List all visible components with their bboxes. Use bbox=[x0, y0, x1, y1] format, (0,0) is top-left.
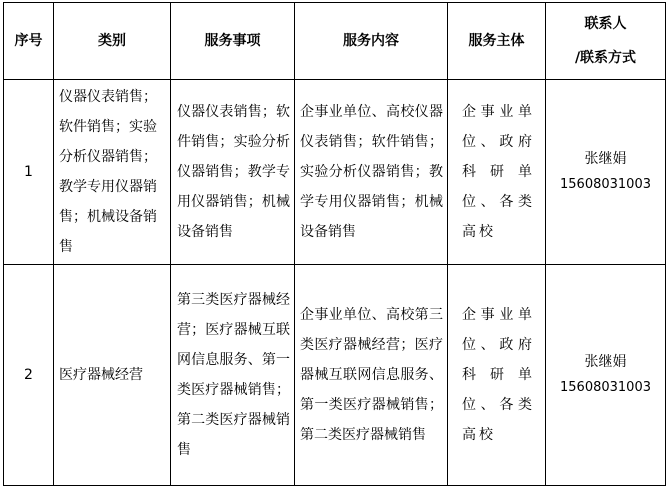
items-text: 第三类医疗器械经营；医疗器械互联网信息服务、第一类医疗器械销售；第二类医疗器械销售 bbox=[177, 292, 290, 458]
category-text: 医疗器械经营 bbox=[59, 367, 143, 383]
cell-content bbox=[295, 265, 448, 486]
header-row bbox=[4, 3, 666, 80]
cell-content bbox=[295, 80, 448, 265]
contact-phone: 15608031003 bbox=[560, 380, 651, 395]
contact-phone: 15608031003 bbox=[560, 177, 651, 192]
header-contact-line2: /联系方式 bbox=[574, 50, 637, 66]
content-text: 企事业单位、高校仪器仪表销售；软件销售；实验分析仪器销售；教学专用仪器销售；机械设备销售 bbox=[300, 104, 443, 240]
table-row bbox=[4, 80, 666, 265]
category-text: 仪器仪表销售；软件销售；实验分析仪器销售；教学专用仪器销售；机械设备销售 bbox=[59, 89, 157, 255]
service-table bbox=[3, 2, 666, 486]
cell-subject bbox=[448, 265, 546, 486]
items-text: 仪器仪表销售；软件销售；实验分析仪器销售；教学专用仪器销售；机械设备销售 bbox=[177, 104, 290, 240]
subject-text: 企事业单位、政府科研单位、各类高校 bbox=[462, 307, 535, 443]
contact-name: 张继娟 bbox=[584, 151, 627, 167]
content-text: 企事业单位、高校第三类医疗器械经营；医疗器械互联网信息服务、第一类医疗器械销售；第二类医疗器械销售 bbox=[300, 307, 443, 443]
cell-category bbox=[54, 265, 171, 486]
header-category: 类别 bbox=[54, 3, 171, 80]
cell-category bbox=[54, 80, 171, 265]
contact-name: 张继娟 bbox=[584, 354, 627, 370]
header-contact-line1: 联系人 bbox=[584, 16, 627, 32]
header-contact bbox=[546, 3, 666, 80]
cell-items bbox=[171, 80, 295, 265]
header-seq: 序号 bbox=[4, 3, 54, 80]
cell-items bbox=[171, 265, 295, 486]
header-content: 服务内容 bbox=[295, 3, 448, 80]
table-row bbox=[4, 265, 666, 486]
cell-contact bbox=[546, 80, 666, 265]
cell-subject bbox=[448, 80, 546, 265]
subject-text: 企事业单位、政府科研单位、各类高校 bbox=[462, 104, 535, 240]
cell-seq: 1 bbox=[4, 80, 54, 265]
cell-seq: 2 bbox=[4, 265, 54, 486]
header-subject: 服务主体 bbox=[448, 3, 546, 80]
header-items: 服务事项 bbox=[171, 3, 295, 80]
cell-contact bbox=[546, 265, 666, 486]
